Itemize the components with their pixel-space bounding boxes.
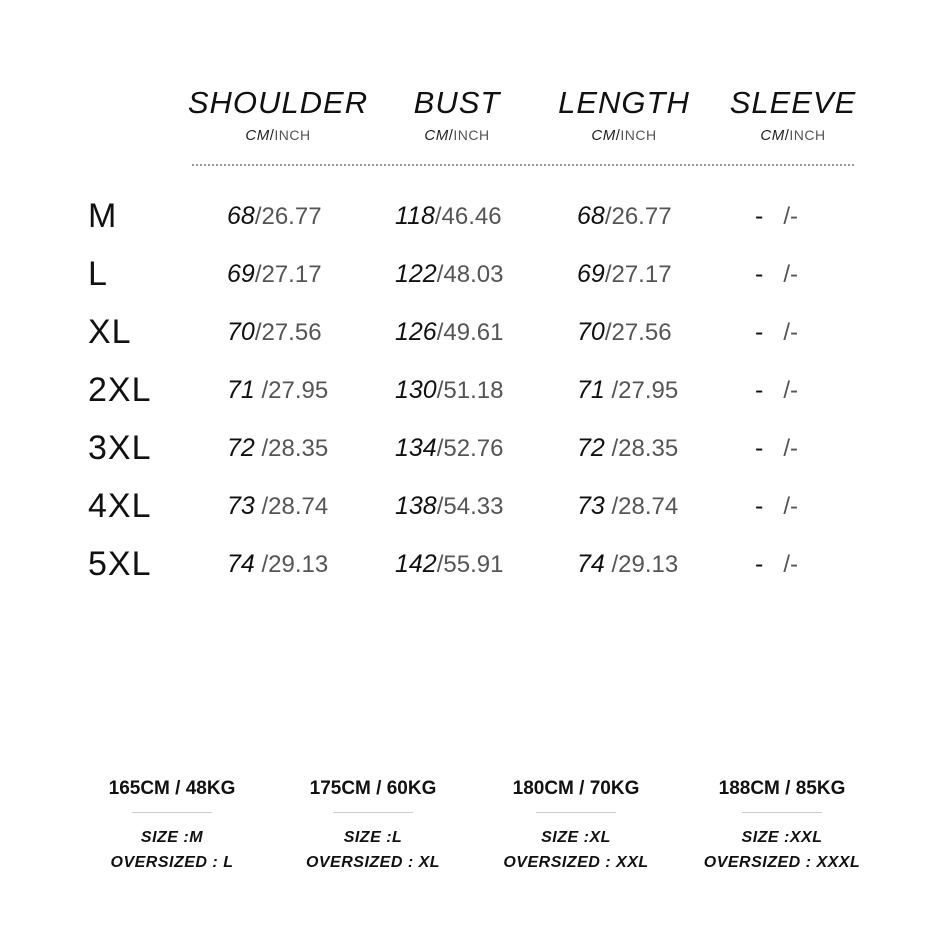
bust-cell: 126/49.61 (395, 318, 504, 346)
size-row-4xl (0, 486, 950, 526)
sleeve-cell: - /- (755, 376, 799, 404)
header-unit: CM/INCH (591, 127, 657, 144)
header-shoulder (178, 86, 378, 145)
sleeve-cell: - /- (755, 202, 799, 230)
model-oversized: OVERSIZED : XXL (503, 854, 649, 871)
model-height-weight: 188CM / 85KG (718, 778, 846, 799)
bust-cell: 142/55.91 (395, 550, 504, 578)
model-card (72, 776, 272, 875)
model-height-weight: 175CM / 60KG (309, 778, 437, 799)
size-label: XL (88, 313, 132, 351)
bust-cell: 130/51.18 (395, 376, 504, 404)
shoulder-cell: 70/27.56 (227, 318, 322, 346)
header-divider (192, 164, 854, 166)
model-oversized: OVERSIZED : XXXL (703, 854, 861, 871)
size-label: 5XL (88, 545, 152, 583)
size-label: 2XL (88, 371, 152, 409)
sleeve-cell: - /- (755, 434, 799, 462)
length-cell: 72 /28.35 (577, 434, 679, 462)
size-row-l (0, 254, 950, 294)
model-oversized: OVERSIZED : L (110, 854, 234, 871)
model-card (476, 776, 676, 875)
size-row-xl (0, 312, 950, 352)
model-height-weight: 165CM / 48KG (108, 778, 236, 799)
header-title: SLEEVE (729, 85, 857, 120)
size-label: M (88, 197, 118, 235)
header-title: LENGTH (558, 85, 690, 120)
sleeve-cell: - /- (755, 550, 799, 578)
size-label: L (88, 255, 108, 293)
sleeve-cell: - /- (755, 492, 799, 520)
model-size: SIZE :XL (541, 829, 611, 846)
model-divider (333, 812, 413, 813)
length-cell: 68/26.77 (577, 202, 672, 230)
model-height-weight: 180CM / 70KG (512, 778, 640, 799)
size-row-m (0, 196, 950, 236)
length-cell: 70/27.56 (577, 318, 672, 346)
sleeve-cell: - /- (755, 318, 799, 346)
bust-cell: 134/52.76 (395, 434, 504, 462)
model-size: SIZE :L (343, 829, 403, 846)
header-unit: CM/INCH (760, 127, 826, 144)
model-divider (742, 812, 822, 813)
bust-cell: 122/48.03 (395, 260, 504, 288)
length-cell: 73 /28.74 (577, 492, 679, 520)
length-cell: 69/27.17 (577, 260, 672, 288)
size-row-2xl (0, 370, 950, 410)
header-unit: CM/INCH (245, 127, 311, 144)
header-title: SHOULDER (187, 85, 369, 120)
size-row-5xl (0, 544, 950, 584)
model-card (273, 776, 473, 875)
header-sleeve (693, 86, 893, 145)
model-divider (132, 812, 212, 813)
shoulder-cell: 71 /27.95 (227, 376, 329, 404)
size-label: 4XL (88, 487, 152, 525)
model-card (682, 776, 882, 875)
shoulder-cell: 73 /28.74 (227, 492, 329, 520)
sleeve-cell: - /- (755, 260, 799, 288)
shoulder-cell: 74 /29.13 (227, 550, 329, 578)
model-oversized: OVERSIZED : XL (305, 854, 441, 871)
header-unit: CM/INCH (424, 127, 490, 144)
model-size: SIZE :M (140, 829, 204, 846)
shoulder-cell: 68/26.77 (227, 202, 322, 230)
bust-cell: 118/46.46 (395, 202, 502, 230)
model-size: SIZE :XXL (741, 829, 823, 846)
model-divider (536, 812, 616, 813)
shoulder-cell: 69/27.17 (227, 260, 322, 288)
length-cell: 74 /29.13 (577, 550, 679, 578)
size-label: 3XL (88, 429, 152, 467)
bust-cell: 138/54.33 (395, 492, 504, 520)
length-cell: 71 /27.95 (577, 376, 679, 404)
shoulder-cell: 72 /28.35 (227, 434, 329, 462)
header-title: BUST (413, 85, 501, 120)
model-reference (0, 760, 950, 900)
size-row-3xl (0, 428, 950, 468)
